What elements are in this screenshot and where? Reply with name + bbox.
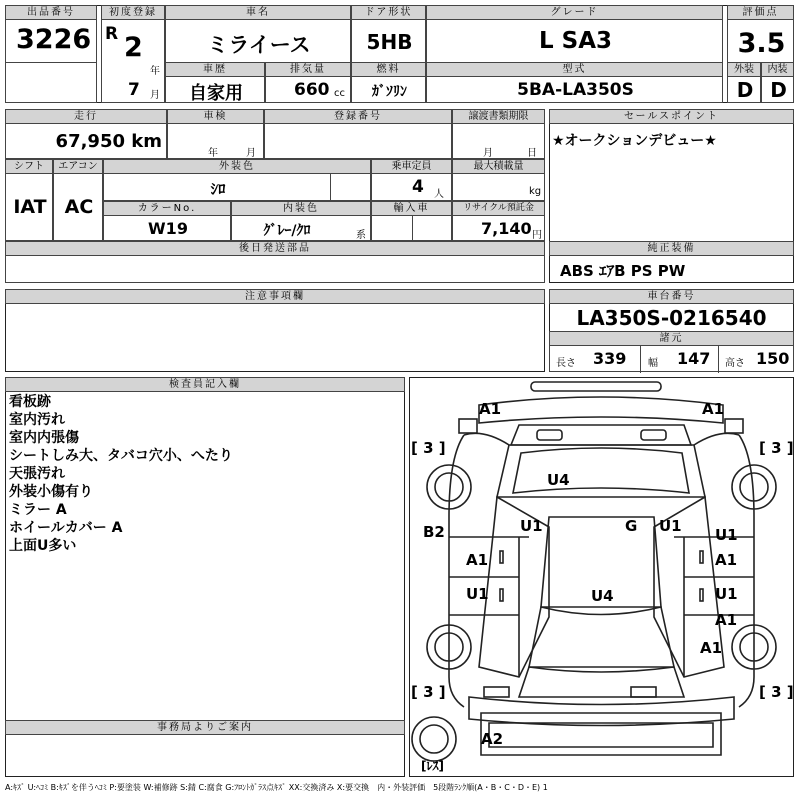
score-cell bbox=[727, 19, 794, 63]
int-color-cell bbox=[231, 215, 371, 241]
door: 5HB bbox=[366, 30, 413, 54]
history: 自家用 bbox=[189, 83, 243, 104]
int-color: ｸﾞﾚｰ/ｸﾛ bbox=[263, 223, 311, 239]
transfer-cell bbox=[452, 123, 545, 159]
car-name: ミライース bbox=[207, 33, 311, 57]
ext-color: ｼﾛ bbox=[210, 180, 226, 198]
damage-mark: A1 bbox=[466, 551, 489, 569]
year-unit: 年 bbox=[150, 66, 160, 77]
shift-cell bbox=[5, 173, 53, 241]
interior-label: 内装 bbox=[761, 62, 794, 77]
inspection-label: 車検 bbox=[167, 109, 264, 124]
lot-no: 3226 bbox=[16, 24, 92, 55]
chassis-label: 車台番号 bbox=[549, 289, 794, 304]
damage-mark: U4 bbox=[547, 471, 570, 489]
import-cell bbox=[371, 215, 452, 241]
first-reg-cell bbox=[101, 19, 165, 103]
fuel-cell bbox=[351, 76, 426, 103]
first-reg-label: 初度登録 bbox=[101, 5, 165, 20]
equipment-label: 純正装備 bbox=[549, 241, 794, 256]
damage-mark: U1 bbox=[659, 517, 682, 535]
damage-mark: U1 bbox=[520, 517, 543, 535]
inspector-note: 室内内張傷 bbox=[9, 430, 79, 446]
grade: L SA3 bbox=[538, 28, 613, 54]
legend: A:ｷｽﾞ U:ﾍｺﾐ B:ｷｽﾞを伴うﾍｺﾐ P:要塗装 W:補修跡 S:錆 C:腐食 G:ﾌﾛﾝﾄｶﾞﾗｽ点ｷｽﾞ XX:交換済み X:要交換 内・外装評価 5段階ﾗﾝｸ順(A・B・C・D・E) 1 bbox=[5, 783, 548, 792]
aircon-label: エアコン bbox=[53, 159, 103, 174]
inspection-month-unit: 月 bbox=[246, 148, 256, 159]
later-parts-label: 後日発送部品 bbox=[5, 241, 545, 256]
damage-mark: A1 bbox=[479, 400, 502, 418]
damage-mark: G bbox=[625, 517, 638, 535]
inspector-note: 上面U多い bbox=[9, 538, 77, 554]
max-load-cell bbox=[452, 173, 545, 201]
inspector-note: 外装小傷有り bbox=[9, 484, 93, 500]
score-label: 評価点 bbox=[727, 5, 794, 20]
interior-grade: D bbox=[770, 78, 787, 102]
max-load-unit: kg bbox=[529, 186, 542, 197]
damage-mark: B2 bbox=[423, 523, 445, 541]
damage-marks bbox=[409, 377, 794, 777]
height: 150 bbox=[756, 349, 790, 368]
transfer-month-unit: 月 bbox=[483, 148, 493, 159]
exterior-cell bbox=[727, 76, 761, 103]
ext-color-cell bbox=[103, 173, 371, 201]
damage-mark: U1 bbox=[466, 585, 489, 603]
width: 147 bbox=[677, 349, 711, 368]
exterior-grade: D bbox=[736, 78, 754, 102]
damage-mark: A1 bbox=[715, 551, 738, 569]
aircon: AC bbox=[64, 196, 94, 218]
capacity: 4 bbox=[412, 177, 424, 197]
inspector-note: 看板跡 bbox=[9, 394, 51, 410]
displacement-label: 排気量 bbox=[265, 62, 351, 77]
ext-color-divider bbox=[330, 174, 331, 202]
capacity-unit: 人 bbox=[434, 189, 444, 200]
displacement: 660 bbox=[294, 80, 330, 100]
fuel: ｶﾞｿﾘﾝ bbox=[372, 84, 407, 100]
color-no-label: カラーNo. bbox=[103, 201, 231, 216]
capacity-cell bbox=[371, 173, 452, 201]
import-divider bbox=[412, 216, 413, 242]
inspector-note: ホイールカバー A bbox=[9, 520, 123, 536]
damage-mark: A1 bbox=[715, 611, 738, 629]
damage-mark: [ 3 ] bbox=[411, 683, 446, 701]
recycle-unit: 円 bbox=[532, 230, 542, 241]
grade-cell bbox=[426, 19, 723, 63]
color-no-cell bbox=[103, 215, 231, 241]
inspector-note: 天張汚れ bbox=[9, 466, 65, 482]
damage-mark: [ﾚｽ] bbox=[421, 759, 444, 773]
grade-label: グレード bbox=[426, 5, 723, 20]
sales-point-label: セールスポイント bbox=[549, 109, 794, 124]
month-num: 7 bbox=[128, 80, 140, 100]
mileage-cell bbox=[5, 123, 167, 159]
mileage-label: 走行 bbox=[5, 109, 167, 124]
aircon-cell bbox=[53, 173, 103, 241]
mileage: 67,950 km bbox=[55, 131, 162, 152]
inspector-label: 検査員記入欄 bbox=[5, 377, 405, 392]
damage-mark: U1 bbox=[715, 526, 738, 544]
model-cell bbox=[426, 76, 723, 103]
door-cell bbox=[351, 19, 426, 63]
score: 3.5 bbox=[737, 28, 786, 59]
height-label: 高さ bbox=[725, 358, 745, 369]
length: 339 bbox=[593, 349, 627, 368]
chassis-number: LA350S-0216540 bbox=[576, 306, 767, 330]
equipment: ABS ｴｱB PS PW bbox=[560, 262, 686, 280]
specs-divider-1 bbox=[640, 346, 641, 373]
model: 5BA-LA350S bbox=[517, 80, 634, 100]
caution-label: 注意事項欄 bbox=[5, 289, 545, 304]
inspector-notes bbox=[9, 393, 233, 555]
sales-point: ★オークションデビュー★ bbox=[552, 133, 717, 149]
displacement-cell bbox=[265, 76, 351, 103]
reg-no-cell bbox=[264, 123, 452, 159]
specs-label: 諸元 bbox=[549, 331, 794, 346]
damage-mark: [ 3 ] bbox=[759, 683, 794, 701]
damage-mark: U1 bbox=[715, 585, 738, 603]
shift-label: シフト bbox=[5, 159, 53, 174]
recycle: 7,140 bbox=[481, 219, 532, 238]
capacity-label: 乗車定員 bbox=[371, 159, 452, 174]
damage-mark: A2 bbox=[481, 730, 504, 748]
color-no: W19 bbox=[148, 219, 188, 238]
import-label: 輸入車 bbox=[371, 201, 452, 216]
transfer-label: 譲渡書類期限 bbox=[452, 109, 545, 124]
damage-mark: U4 bbox=[591, 587, 614, 605]
year-num: 2 bbox=[124, 32, 143, 63]
displacement-unit: cc bbox=[334, 88, 345, 99]
exterior-label: 外装 bbox=[727, 62, 761, 77]
later-parts-cell bbox=[5, 255, 545, 283]
damage-mark: A1 bbox=[700, 639, 723, 657]
lot-no-lower bbox=[5, 62, 97, 103]
shift: IAT bbox=[13, 196, 47, 218]
length-label: 長さ bbox=[556, 358, 576, 369]
damage-mark: [ 3 ] bbox=[759, 439, 794, 457]
lot-no-label: 出品番号 bbox=[5, 5, 97, 20]
specs-divider-2 bbox=[718, 346, 719, 373]
model-label: 型式 bbox=[426, 62, 723, 77]
inspection-year-unit: 年 bbox=[208, 148, 218, 159]
inspection-cell bbox=[167, 123, 264, 159]
inspector-note: シートしみ大、タバコ穴小、へたり bbox=[9, 448, 233, 464]
int-color-suffix: 系 bbox=[356, 230, 366, 241]
int-color-label: 内装色 bbox=[231, 201, 371, 216]
door-label: ドア形状 bbox=[351, 5, 426, 20]
damage-mark: [ 3 ] bbox=[411, 439, 446, 457]
fuel-label: 燃料 bbox=[351, 62, 426, 77]
inspector-note: 室内汚れ bbox=[9, 412, 65, 428]
car-name-label: 車名 bbox=[165, 5, 351, 20]
car-name-cell bbox=[165, 19, 351, 63]
recycle-cell bbox=[452, 215, 545, 241]
max-load-label: 最大積載量 bbox=[452, 159, 545, 174]
transfer-day-unit: 日 bbox=[527, 148, 537, 159]
history-cell bbox=[165, 76, 265, 103]
lot-no-cell bbox=[5, 19, 97, 63]
history-label: 車歴 bbox=[165, 62, 265, 77]
interior-cell bbox=[761, 76, 794, 103]
specs-cell bbox=[549, 345, 794, 372]
office-label: 事務局よりご案内 bbox=[5, 720, 405, 735]
damage-mark: A1 bbox=[702, 400, 725, 418]
width-label: 幅 bbox=[648, 358, 658, 369]
era: R bbox=[105, 24, 119, 44]
inspector-note: ミラー A bbox=[9, 502, 67, 518]
month-unit: 月 bbox=[150, 90, 160, 101]
reg-no-label: 登録番号 bbox=[264, 109, 452, 124]
recycle-label: リサイクル預託金 bbox=[452, 201, 545, 216]
ext-color-label: 外装色 bbox=[103, 159, 371, 174]
